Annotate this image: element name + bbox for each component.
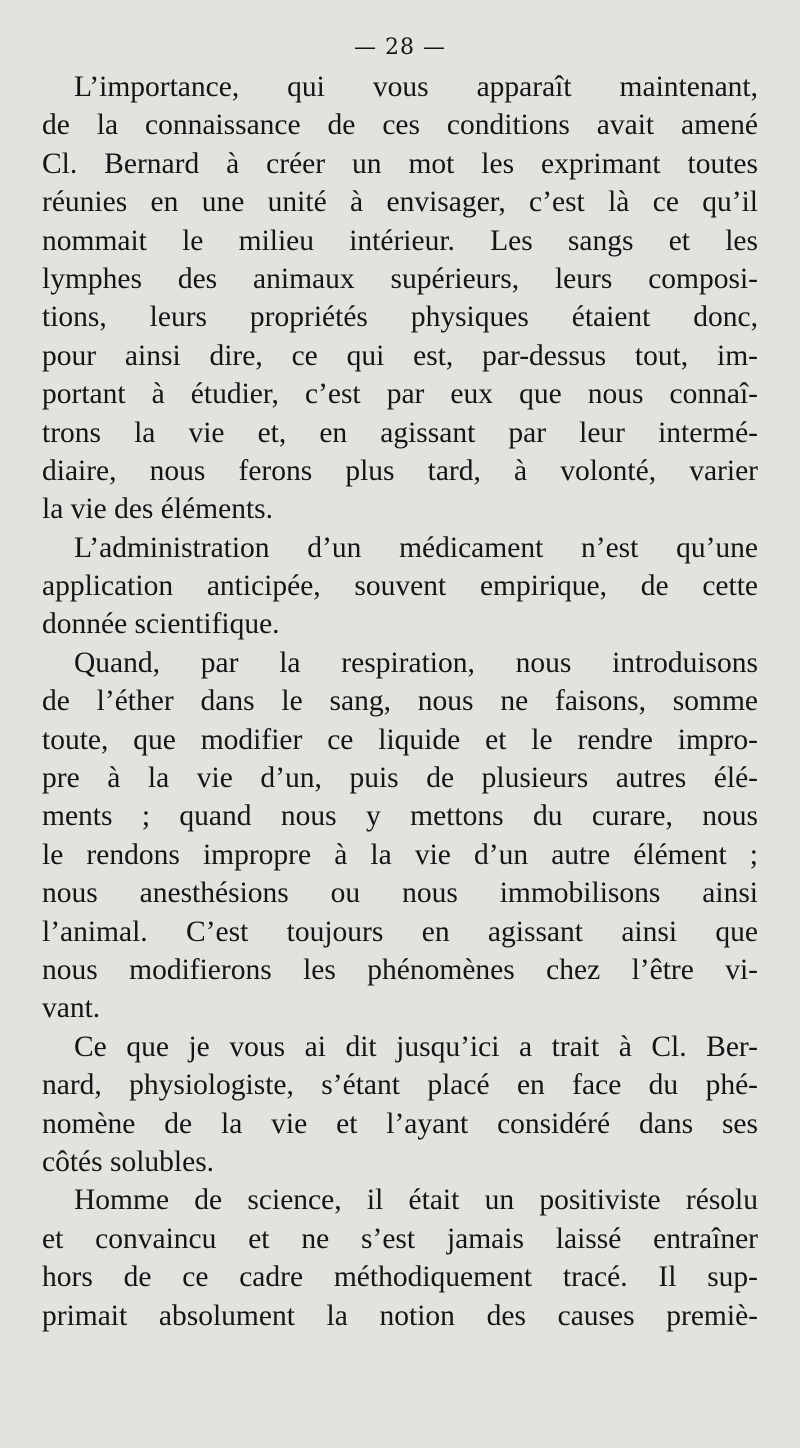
text-line: donnée scientifique. — [42, 608, 280, 641]
text-line: de l’éther dans le sang, nous ne faisons, somme — [42, 685, 758, 718]
text-line: ments ; quand nous y mettons du curare, nous — [42, 800, 758, 833]
text-line: la vie des éléments. — [42, 493, 274, 526]
text-line: de la connaissance de ces conditions avait amené — [42, 109, 758, 142]
text-line: tions, leurs propriétés physiques étaient donc, — [42, 301, 758, 334]
page-number: — 28 — — [354, 35, 446, 60]
paragraph — [42, 529, 758, 644]
paragraph — [42, 1028, 758, 1182]
text-line: et convaincu et ne s’est jamais laissé entraîner — [42, 1222, 758, 1255]
paragraph — [42, 1181, 758, 1335]
text-line: Cl. Bernard à créer un mot les exprimant toutes — [42, 147, 758, 180]
text-line: côtés solubles. — [42, 1145, 215, 1178]
text-line: L’administration d’un médicament n’est qu’une — [74, 531, 758, 564]
text-line: hors de ce cadre méthodiquement tracé. Il sup- — [42, 1261, 758, 1294]
text-line: nous anesthésions ou nous immobilisons ainsi — [42, 877, 758, 910]
text-line: l’animal. C’est toujours en agissant ainsi que — [42, 915, 758, 948]
text-line: nommait le milieu intérieur. Les sangs et les — [42, 224, 758, 257]
text-line: toute, que modifier ce liquide et le rendre impro- — [42, 723, 758, 756]
text-line: portant à étudier, c’est par eux que nous connaî- — [42, 378, 758, 411]
text-line: réunies en une unité à envisager, c’est là ce qu’il — [42, 186, 758, 219]
text-line: nous modifierons les phénomènes chez l’être vi- — [42, 953, 758, 986]
text-line: Ce que je vous ai dit jusqu’ici a trait à Cl. Ber- — [74, 1030, 758, 1063]
text-line: nard, physiologiste, s’étant placé en face du phé- — [42, 1069, 758, 1102]
text-line: le rendons impropre à la vie d’un autre élément ; — [42, 838, 758, 871]
text-line: lymphes des animaux supérieurs, leurs composi- — [42, 262, 758, 295]
text-line: Quand, par la respiration, nous introduisons — [74, 646, 758, 679]
text-line: pour ainsi dire, ce qui est, par-dessus tout, im- — [42, 339, 758, 372]
text-line: trons la vie et, en agissant par leur intermé- — [42, 416, 758, 449]
text-line: application anticipée, souvent empirique, de cette — [42, 570, 758, 603]
text-line: L’importance, qui vous apparaît maintenant, — [74, 71, 758, 103]
body-text — [42, 68, 758, 1335]
text-line: primait absolument la notion des causes premiè- — [42, 1299, 758, 1332]
paragraph — [42, 644, 758, 1028]
text-line: nomène de la vie et l’ayant considéré dans ses — [42, 1107, 758, 1140]
paragraph — [42, 68, 758, 529]
text-line: Homme de science, il était un positiviste résolu — [74, 1184, 758, 1217]
text-line: pre à la vie d’un, puis de plusieurs autres élé- — [42, 762, 758, 795]
text-line: vant. — [42, 992, 101, 1025]
text-line: diaire, nous ferons plus tard, à volonté, varier — [42, 454, 758, 487]
